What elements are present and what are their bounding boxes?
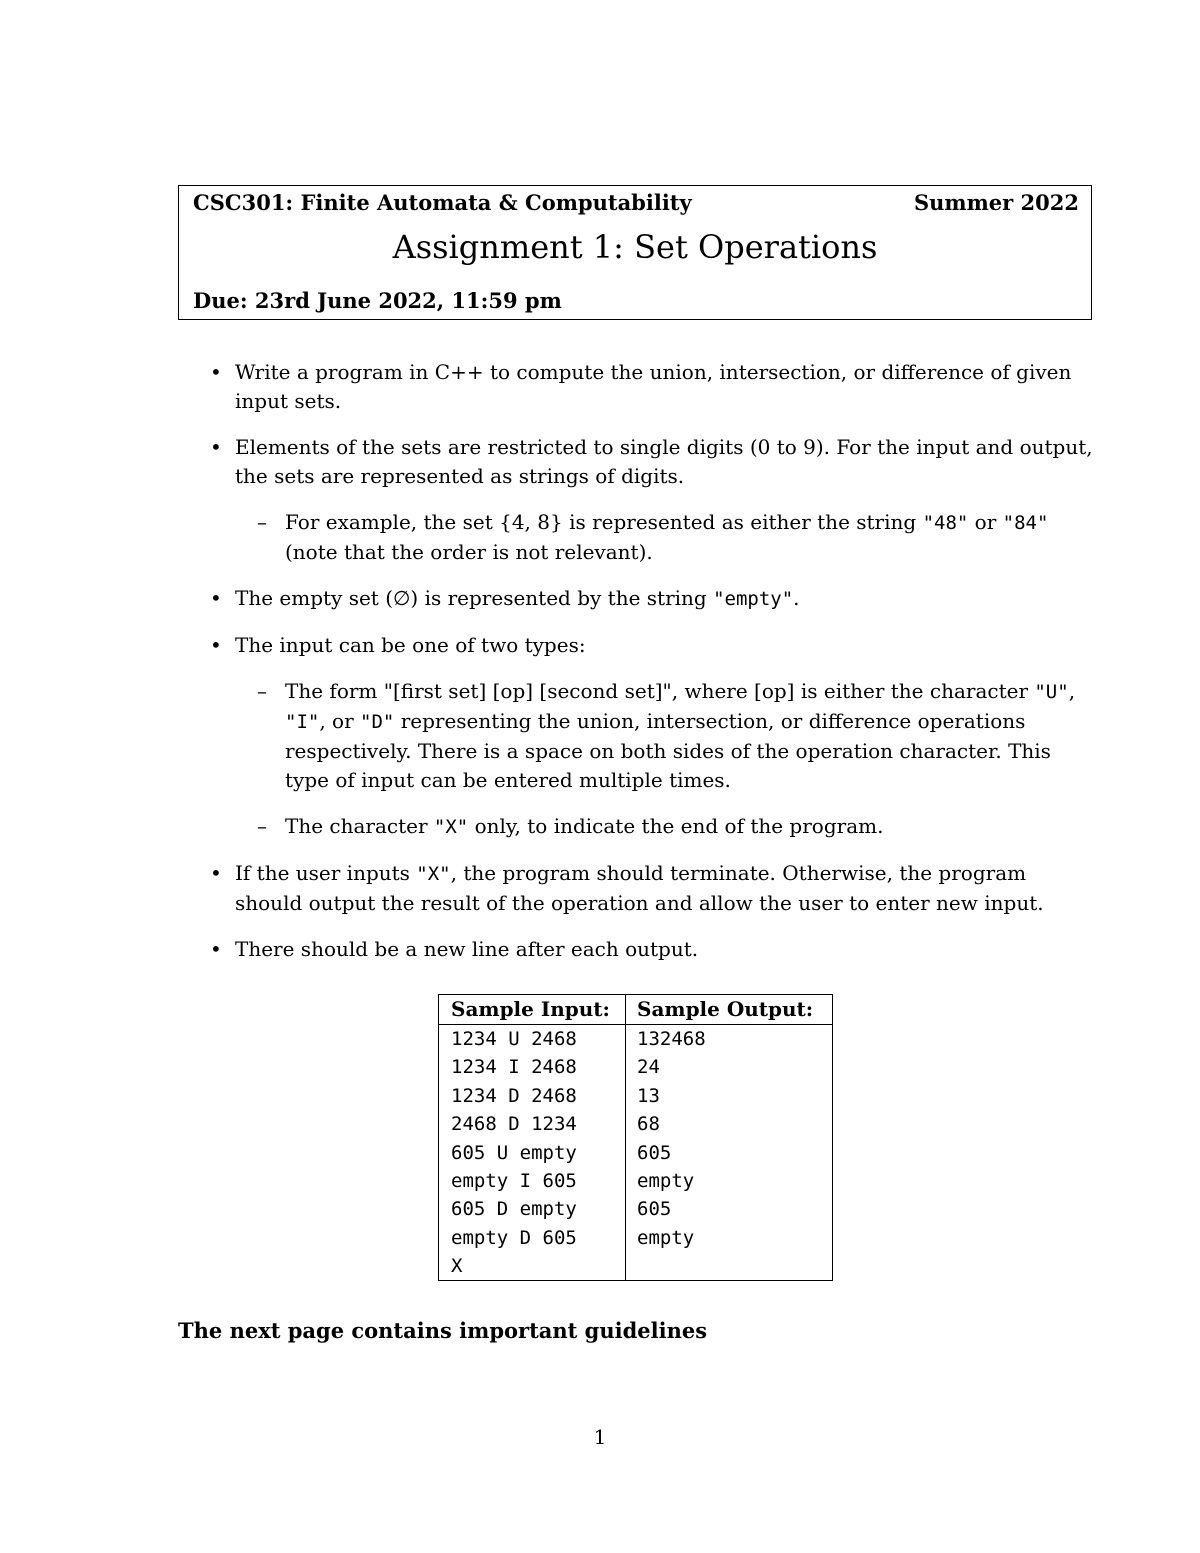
- sample-output-row: 68: [637, 1113, 660, 1136]
- bullet-item: [200, 433, 1094, 567]
- sample-output-row: 24: [637, 1056, 660, 1079]
- bullet-icon: •: [210, 586, 222, 610]
- bullet-text: The input can be one of two types:: [235, 633, 586, 657]
- bullet-item: • If the user inputs "X", the program should terminate. Otherwise, the program should output the result of the operation and allow the user to enter new input.: [210, 861, 1044, 915]
- assignment-title: Assignment 1: Set Operations: [392, 228, 878, 266]
- code-literal: "X": [416, 863, 451, 885]
- sample-input-header: Sample Input:: [451, 997, 610, 1021]
- bullet-icon: •: [210, 360, 222, 384]
- bullet-icon: •: [210, 633, 222, 657]
- sample-input-row: 1234 D 2468: [451, 1084, 577, 1107]
- sample-input-row: 605 D empty: [451, 1198, 577, 1221]
- bullet-icon: •: [210, 435, 222, 459]
- code-literal: "empty": [713, 588, 794, 610]
- sample-output-row: 605: [637, 1198, 672, 1221]
- code-literal: "X": [433, 816, 469, 838]
- dash-icon: –: [257, 679, 267, 703]
- code-literal: "48": [922, 512, 969, 534]
- bullet-text: Elements of the sets are restricted to single digits (0 to 9). For the input and output, the sets are represented as strings of digits.: [235, 435, 1093, 488]
- column-divider: [625, 995, 626, 1280]
- course-title: CSC301: Finite Automata & Computability: [193, 190, 692, 215]
- sample-output-row: 605: [637, 1141, 672, 1164]
- sample-output-row: empty: [637, 1226, 695, 1249]
- code-literal: "D": [360, 711, 395, 733]
- page-number: 1: [593, 1425, 607, 1449]
- header-box: [178, 185, 1092, 320]
- sample-input-row: 2468 D 1234: [451, 1113, 577, 1136]
- sample-input-row: empty D 605: [451, 1226, 577, 1249]
- bullet-item: [200, 358, 1094, 416]
- bullet-item: [200, 631, 1094, 842]
- due-date: Due: 23rd June 2022, 11:59 pm: [193, 288, 562, 313]
- sample-output-column: [637, 1025, 706, 1252]
- bullet-text: Write a program in C++ to compute the union, intersection, or difference of given input sets.: [235, 360, 1072, 413]
- sample-input-row: X: [451, 1255, 463, 1278]
- sub-item: – For example, the set {4, 8} is represented as either the string "48" or "84" (note that the order is not relevant).: [257, 510, 1049, 564]
- bullet-item: • The empty set (∅) is represented by the string "empty".: [200, 584, 1094, 614]
- instructions: [200, 358, 1094, 981]
- sample-input-row: empty I 605: [451, 1170, 577, 1193]
- dash-icon: –: [257, 814, 267, 838]
- sample-input-row: 605 U empty: [451, 1141, 577, 1164]
- sub-item: – The character "X" only, to indicate the end of the program.: [200, 812, 1094, 842]
- bullet-icon: •: [210, 937, 222, 961]
- next-page-note: The next page contains important guidelines: [178, 1318, 708, 1343]
- sub-item: – The form "[first set] [op] [second set]", where [op] is either the character "U", "I", or "D" representing the union, intersection, or difference operations respectively. There is a space on both sides of the operation character. This type of input can be entered multiple times.: [257, 679, 1076, 792]
- sample-input-column: [451, 1025, 577, 1281]
- sample-table: [438, 994, 833, 1281]
- sample-input-row: 1234 U 2468: [451, 1028, 577, 1050]
- sample-output-header: Sample Output:: [637, 997, 814, 1021]
- sub-list: [235, 677, 1094, 842]
- code-literal: "I": [285, 711, 320, 733]
- code-literal: "84": [1002, 512, 1049, 534]
- bullet-text: There should be a new line after each output.: [235, 937, 699, 961]
- dash-icon: –: [257, 510, 267, 534]
- sub-list: [235, 508, 1094, 567]
- code-literal: "U": [1034, 681, 1069, 703]
- sample-input-row: 1234 I 2468: [451, 1056, 577, 1079]
- bullet-icon: •: [210, 861, 222, 885]
- term-label: Summer 2022: [913, 190, 1079, 215]
- bullet-item: [200, 935, 1094, 964]
- sample-output-row: 13: [637, 1084, 660, 1107]
- sample-output-row: 132468: [637, 1028, 706, 1050]
- sample-output-row: empty: [637, 1170, 695, 1193]
